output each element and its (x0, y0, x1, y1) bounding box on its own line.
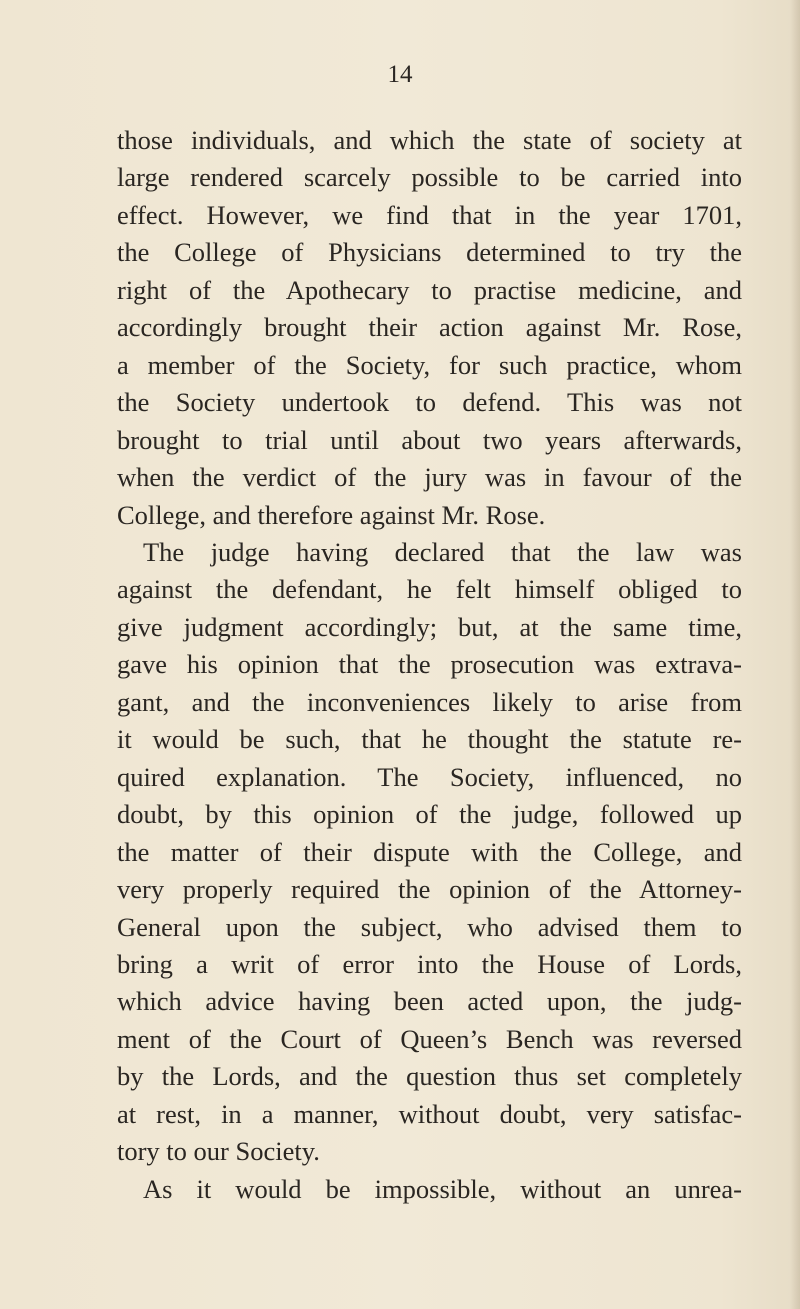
text-line: against the defendant, he felt himself obliged to (117, 574, 742, 605)
text-line: accordingly brought their action against Mr. Rose, (117, 312, 742, 343)
text-line: ment of the Court of Queen’s Bench was reversed (117, 1023, 742, 1054)
text-line: which advice having been acted upon, the judg- (117, 986, 742, 1017)
text-line: at rest, in a manner, without doubt, very satisfac- (117, 1098, 742, 1129)
text-line: right of the Apothecary to practise medicine, and (117, 274, 742, 305)
text-line: when the verdict of the jury was in favour of the (117, 462, 742, 493)
text-line: the matter of their dispute with the College, and (117, 836, 742, 867)
text-line: gant, and the inconveniences likely to arise from (117, 686, 742, 717)
text-line: a member of the Society, for such practice, whom (117, 349, 742, 380)
text-line: the College of Physicians determined to try the (117, 237, 742, 268)
text-line: those individuals, and which the state of society at (117, 125, 742, 155)
text-line: it would be such, that he thought the statute re- (117, 724, 742, 755)
text-line: doubt, by this opinion of the judge, followed up (117, 799, 742, 830)
text-line: quired explanation. The Society, influenced, no (117, 761, 742, 792)
text-line: The judge having declared that the law was (143, 536, 742, 567)
text-line: tory to our Society. (117, 1136, 320, 1167)
text-line: General upon the subject, who advised them to (117, 911, 742, 942)
text-line: the Society undertook to defend. This was not (117, 387, 742, 418)
text-line: gave his opinion that the prosecution was extrava- (117, 649, 742, 680)
text-line: very properly required the opinion of the Attorney- (117, 874, 742, 905)
text-line: brought to trial until about two years afterwards, (117, 424, 742, 455)
text-line: large rendered scarcely possible to be carried into (117, 162, 742, 193)
text-line: College, and therefore against Mr. Rose. (117, 499, 546, 530)
body-text (117, 122, 742, 1208)
text-line: by the Lords, and the question thus set completely (117, 1061, 742, 1092)
text-line: As it would be impossible, without an unrea- (143, 1173, 742, 1204)
page-number: 14 (387, 61, 413, 88)
text-line: give judgment accordingly; but, at the same time, (117, 611, 742, 642)
text-line: effect. However, we find that in the year 1701, (117, 199, 742, 230)
page-edge-shadow (790, 0, 800, 1309)
text-line: bring a writ of error into the House of Lords, (117, 948, 742, 979)
